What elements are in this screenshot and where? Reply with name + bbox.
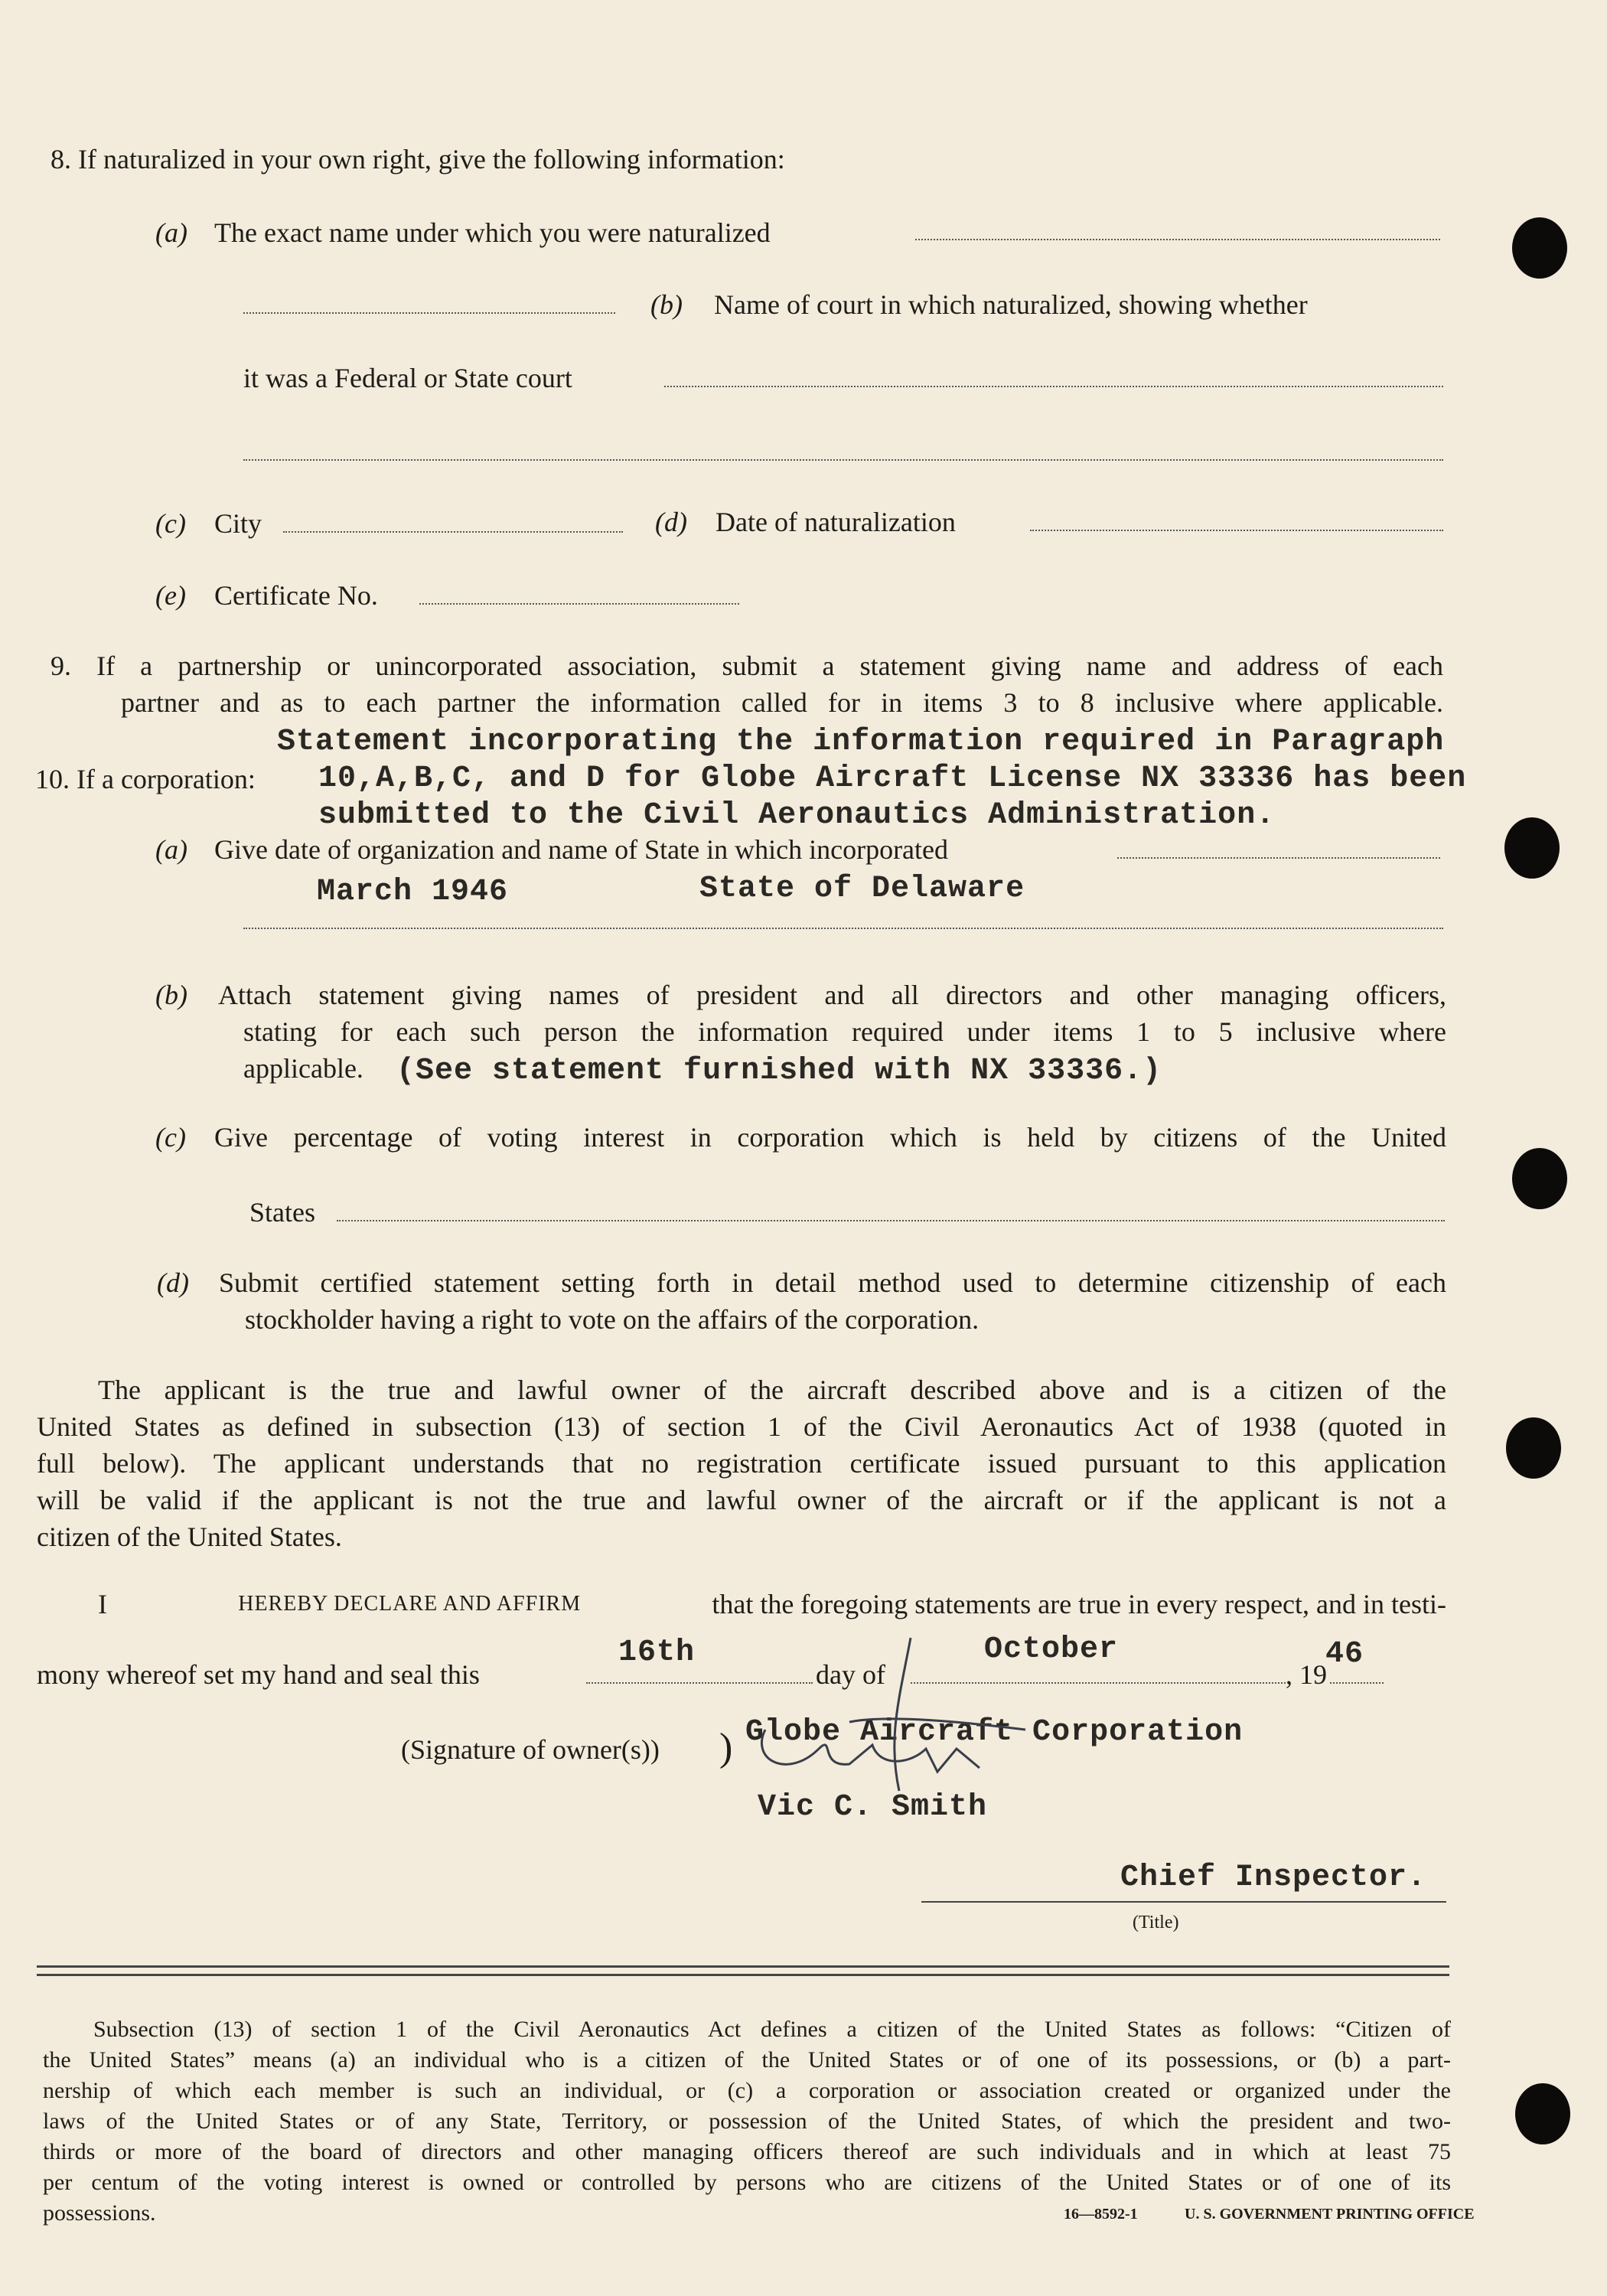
- year-prefix: , 19: [1286, 1659, 1327, 1690]
- naturalized-name-field-cont[interactable]: [243, 312, 615, 314]
- day-of-label: day of: [816, 1659, 885, 1690]
- item-8e-text: Certificate No.: [214, 580, 378, 611]
- item-10c-label: (c): [155, 1122, 186, 1153]
- declaration-line3: full below). The applicant understands that no registration certificate issued pursuant to this application: [37, 1448, 1446, 1479]
- signature-brace: ): [719, 1726, 733, 1769]
- naturalization-date-field[interactable]: [1030, 530, 1443, 531]
- item-8b-text: Name of court in which naturalized, showing whether: [714, 289, 1308, 320]
- item-8d-label: (d): [655, 507, 687, 537]
- declaration-line2: United States as defined in subsection (13) of section 1 of the Civil Aeronautics Act of 1938 (quoted in: [37, 1411, 1446, 1442]
- affirm-caps: HEREBY DECLARE AND AFFIRM: [238, 1592, 582, 1616]
- item-10d-line2: stockholder having a right to vote on the affairs of the corporation.: [245, 1304, 980, 1335]
- item-10b-typed: (See statement furnished with NX 33336.): [396, 1054, 1162, 1088]
- day-value: 16th: [618, 1636, 696, 1670]
- printer-imprint: U. S. GOVERNMENT PRINTING OFFICE: [1185, 2206, 1475, 2223]
- item-8b-label: (b): [650, 289, 683, 320]
- voting-percentage-field[interactable]: [337, 1220, 1445, 1221]
- item-8a-text: The exact name under which you were naturalized: [214, 217, 771, 248]
- item-9-line1: 9. If a partnership or unincorporated association, submit a statement giving name and address of each: [51, 651, 1443, 681]
- item-8c-text: City: [214, 508, 262, 539]
- punch-hole: [1504, 817, 1560, 879]
- declaration-line5: citizen of the United States.: [37, 1521, 342, 1552]
- naturalized-name-field[interactable]: [915, 239, 1440, 240]
- item-8c-label: (c): [155, 508, 186, 539]
- footer-line2: the United States” means (a) an individual who is a citizen of the United States or of one of its possessions, or (b) a part-: [43, 2047, 1451, 2073]
- item-8a-label: (a): [155, 217, 187, 248]
- organization-date-value: March 1946: [317, 875, 509, 909]
- item-8b-text2: it was a Federal or State court: [243, 363, 572, 393]
- footer-line3: nership of which each member is such an individual, or (c) a corporation or association created or organized under the: [43, 2078, 1451, 2103]
- item-9-line2: partner and as to each partner the information called for in items 3 to 8 inclusive where applicable.: [121, 687, 1443, 718]
- item-10c-line2: States: [249, 1197, 315, 1228]
- declaration-line4: will be valid if the applicant is not the true and lawful owner of the aircraft or if the applicant is not a: [37, 1485, 1446, 1515]
- punch-hole: [1512, 217, 1567, 279]
- footer-line4: laws of the United States or of any State, Territory, or possession of the United States, of which the president and two-: [43, 2108, 1451, 2134]
- typed-statement-line3: submitted to the Civil Aeronautics Administration.: [318, 798, 1276, 833]
- signature-company: Globe Aircraft Corporation: [745, 1715, 1244, 1750]
- item-10b-line2: stating for each such person the information required under items 1 to 5 inclusive where: [243, 1016, 1446, 1047]
- item-10d-label: (d): [157, 1267, 189, 1298]
- divider-top: [37, 1965, 1449, 1968]
- item-8d-text: Date of naturalization: [715, 507, 956, 537]
- certificate-number-field[interactable]: [419, 603, 739, 605]
- item-10b-line3: applicable.: [243, 1053, 363, 1084]
- item-10-label: 10. If a corporation:: [35, 764, 256, 794]
- item-10a-text: Give date of organization and name of State in which incorporated: [214, 834, 949, 865]
- organization-field[interactable]: [1117, 857, 1440, 859]
- footer-line5: thirds or more of the board of directors and other managing officers thereof are such individuals and in which at least 75: [43, 2139, 1451, 2164]
- handwritten-signature: [735, 1615, 1133, 1814]
- affirm-prefix: I: [98, 1589, 107, 1619]
- signature-label: (Signature of owner(s)): [401, 1734, 660, 1765]
- organization-state-value: State of Delaware: [699, 872, 1025, 906]
- affirm-line2: mony whereof set my hand and seal this: [37, 1659, 480, 1690]
- item-10d-line1: Submit certified statement setting forth in detail method used to determine citizenship of each: [219, 1267, 1446, 1298]
- item-10a-label: (a): [155, 834, 187, 865]
- item-8-heading: 8. If naturalized in your own right, give the following information:: [51, 144, 785, 174]
- title-label: (Title): [1133, 1913, 1179, 1932]
- footer-line1: Subsection (13) of section 1 of the Civil Aeronautics Act defines a citizen of the United States as follows: “Citizen of: [93, 2017, 1451, 2042]
- title-value: Chief Inspector.: [1120, 1861, 1427, 1895]
- declaration-line1: The applicant is the true and lawful owner of the aircraft described above and is a citizen of the: [98, 1375, 1446, 1405]
- title-line: [921, 1901, 1446, 1903]
- court-field-cont[interactable]: [243, 459, 1443, 461]
- year-value: 46: [1325, 1637, 1364, 1671]
- punch-hole: [1515, 2083, 1570, 2144]
- item-10c-line1: Give percentage of voting interest in corporation which is held by citizens of the United: [214, 1122, 1446, 1153]
- form-number: 16—8592-1: [1064, 2206, 1138, 2223]
- item-10b-label: (b): [155, 980, 187, 1010]
- court-field[interactable]: [664, 386, 1443, 387]
- typed-statement-line2: 10,A,B,C, and D for Globe Aircraft License NX 33336 has been: [318, 762, 1467, 796]
- divider-bottom: [37, 1974, 1449, 1976]
- item-8e-label: (e): [155, 580, 186, 611]
- punch-hole: [1506, 1417, 1561, 1479]
- organization-field-cont[interactable]: [243, 928, 1443, 929]
- footer-line6: per centum of the voting interest is owned or controlled by persons who are citizens of the United States or of one of its: [43, 2170, 1451, 2195]
- month-value: October: [984, 1632, 1119, 1667]
- footer-line7: possessions.: [43, 2200, 156, 2226]
- affirm-rest: that the foregoing statements are true in every respect, and in testi-: [712, 1589, 1446, 1619]
- typed-statement-line1: Statement incorporating the information required in Paragraph: [277, 725, 1445, 759]
- year-field[interactable]: [1330, 1682, 1384, 1684]
- city-field[interactable]: [283, 531, 623, 533]
- punch-hole: [1512, 1148, 1567, 1209]
- item-10b-line1: Attach statement giving names of president and all directors and other managing officers,: [218, 980, 1446, 1010]
- signer-name: Vic C. Smith: [758, 1790, 988, 1825]
